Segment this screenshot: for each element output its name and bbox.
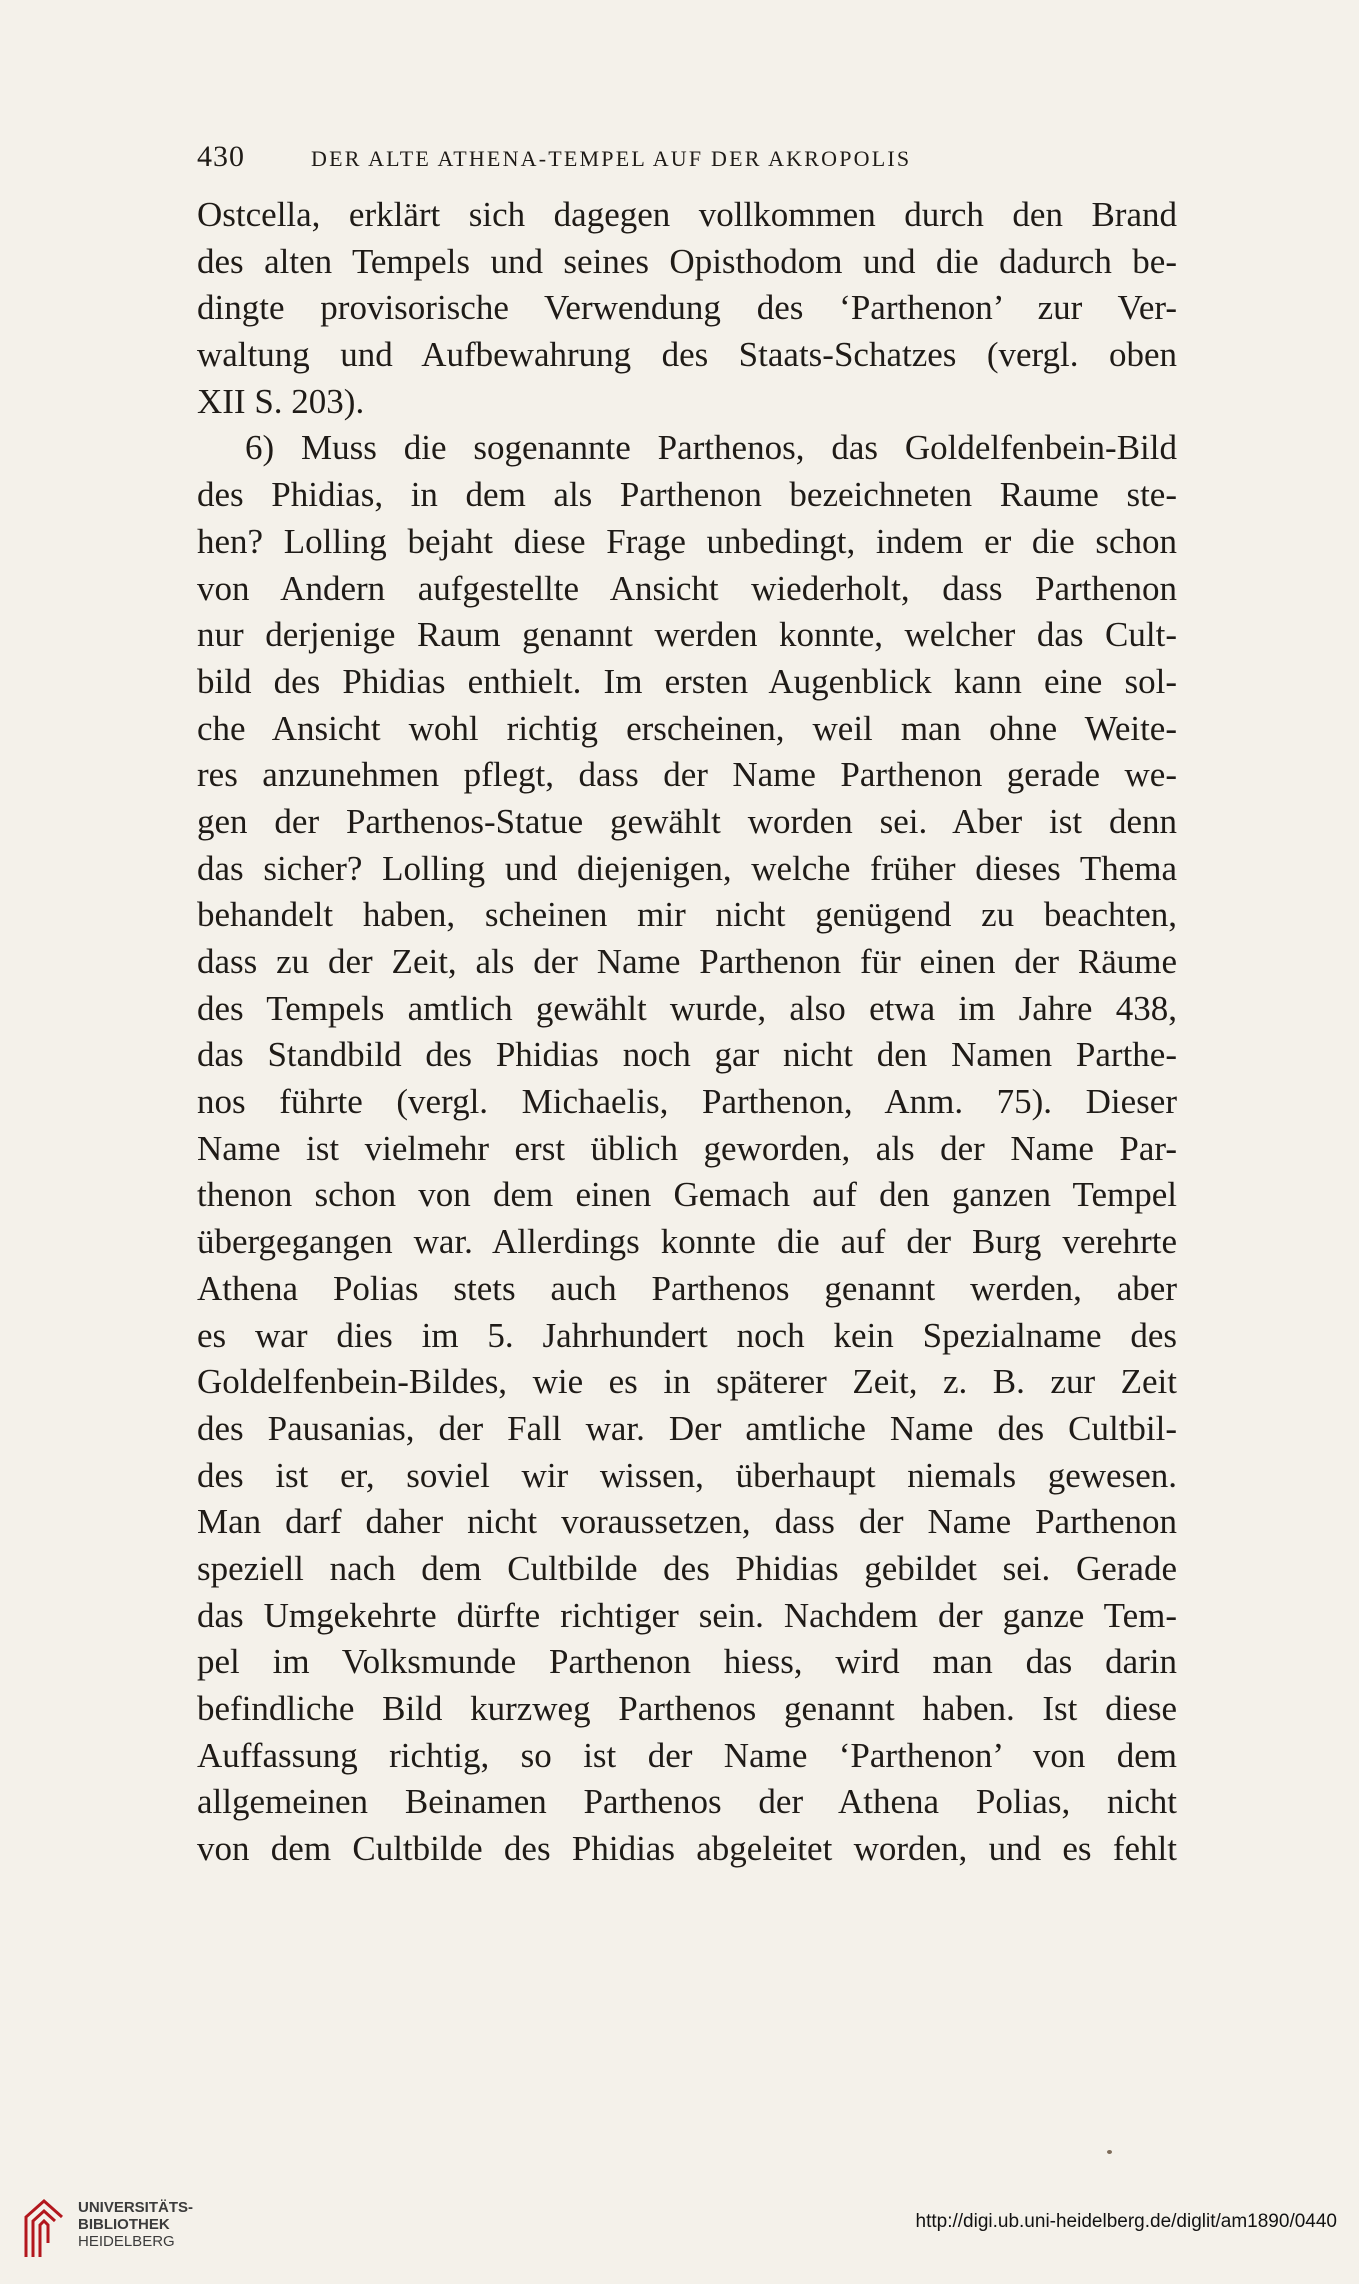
text-line: des Pausanias, der Fall war. Der amtliche Name des Cultbil- [197, 1408, 1177, 1448]
text-line: befindliche Bild kurzweg Parthenos genannt haben. Ist diese [197, 1689, 1177, 1728]
text-line: res anzunehmen pflegt, dass der Name Parthenon gerade we- [197, 755, 1177, 795]
library-logo-icon [20, 2195, 68, 2259]
text-line: nur derjenige Raum genannt werden konnte, welcher das Cult- [197, 615, 1177, 655]
text-line: waltung und Aufbewahrung des Staats-Schatzes (vergl. oben [197, 335, 1177, 375]
library-name-line: BIBLIOTHEK [78, 2216, 170, 2233]
text-line: Name ist vielmehr erst üblich geworden, als der Name Par- [197, 1128, 1177, 1168]
text-line: das Standbild des Phidias noch gar nicht den Namen Parthe- [197, 1035, 1177, 1075]
text-line: 6) Muss die sogenannte Parthenos, das Goldelfenbein-Bild [245, 428, 1177, 468]
text-line: allgemeinen Beinamen Parthenos der Athena Polias, nicht [197, 1782, 1177, 1822]
text-line: nos führte (vergl. Michaelis, Parthenon, Anm. 75). Dieser [197, 1082, 1177, 1122]
text-line: Goldelfenbein-Bildes, wie es in späterer Zeit, z. B. zur Zeit [197, 1362, 1177, 1402]
text-line: das sicher? Lolling und diejenigen, welche früher dieses Thema [197, 848, 1177, 888]
page-footer [0, 2195, 1359, 2284]
text-line: XII S. 203). [197, 381, 365, 421]
text-line: pel im Volksmunde Parthenon hiess, wird man das darin [197, 1642, 1177, 1682]
text-line: es war dies im 5. Jahrhundert noch kein Spezialname des [197, 1315, 1177, 1355]
text-line: des alten Tempels und seines Opisthodom und die dadurch be- [197, 241, 1177, 281]
paper-speck [1107, 2150, 1112, 2154]
body-text [197, 192, 1177, 1873]
text-line: che Ansicht wohl richtig erscheinen, weil man ohne Weite- [197, 708, 1177, 748]
text-line: hen? Lolling bejaht diese Frage unbedingt, indem er die schon [197, 521, 1177, 561]
text-line: von dem Cultbilde des Phidias abgeleitet worden, und es fehlt [197, 1829, 1177, 1869]
text-line: das Umgekehrte dürfte richtiger sein. Nachdem der ganze Tem- [197, 1595, 1177, 1635]
text-line: gen der Parthenos-Statue gewählt worden sei. Aber ist denn [197, 801, 1177, 841]
text-line: thenon schon von dem einen Gemach auf den ganzen Tempel [197, 1175, 1177, 1215]
text-line: bild des Phidias enthielt. Im ersten Augenblick kann eine sol- [197, 661, 1177, 701]
text-line: Ostcella, erklärt sich dagegen vollkommen durch den Brand [197, 195, 1177, 234]
text-line: des Tempels amtlich gewählt wurde, also etwa im Jahre 438, [197, 988, 1177, 1028]
library-name-line: HEIDELBERG [78, 2233, 175, 2250]
source-url[interactable]: http://digi.ub.uni-heidelberg.de/diglit/am1890/0440 [915, 2211, 1337, 2232]
text-line: dingte provisorische Verwendung des ‘Parthenon’ zur Ver- [197, 288, 1177, 328]
library-name-line: UNIVERSITÄTS- [78, 2199, 194, 2216]
page-number: 430 [197, 140, 245, 173]
library-name [78, 2199, 193, 2250]
page-header [197, 140, 1177, 180]
text-line: des Phidias, in dem als Parthenon bezeichneten Raume ste- [197, 475, 1177, 515]
text-line: Athena Polias stets auch Parthenos genannt werden, aber [197, 1268, 1177, 1308]
text-line: übergegangen war. Allerdings konnte die auf der Burg verehrte [197, 1222, 1177, 1262]
running-title: DER ALTE ATHENA-TEMPEL AUF DER AKROPOLIS [311, 146, 912, 171]
text-line: Auffassung richtig, so ist der Name ‘Parthenon’ von dem [197, 1735, 1177, 1775]
text-line: von Andern aufgestellte Ansicht wiederholt, dass Parthenon [197, 568, 1177, 608]
text-line: des ist er, soviel wir wissen, überhaupt niemals gewesen. [197, 1455, 1177, 1495]
text-line: Man darf daher nicht voraussetzen, dass der Name Parthenon [197, 1502, 1177, 1542]
text-line: speziell nach dem Cultbilde des Phidias gebildet sei. Gerade [197, 1548, 1177, 1588]
text-line: dass zu der Zeit, als der Name Parthenon für einen der Räume [197, 942, 1177, 981]
text-line: behandelt haben, scheinen mir nicht genügend zu beachten, [197, 895, 1177, 935]
